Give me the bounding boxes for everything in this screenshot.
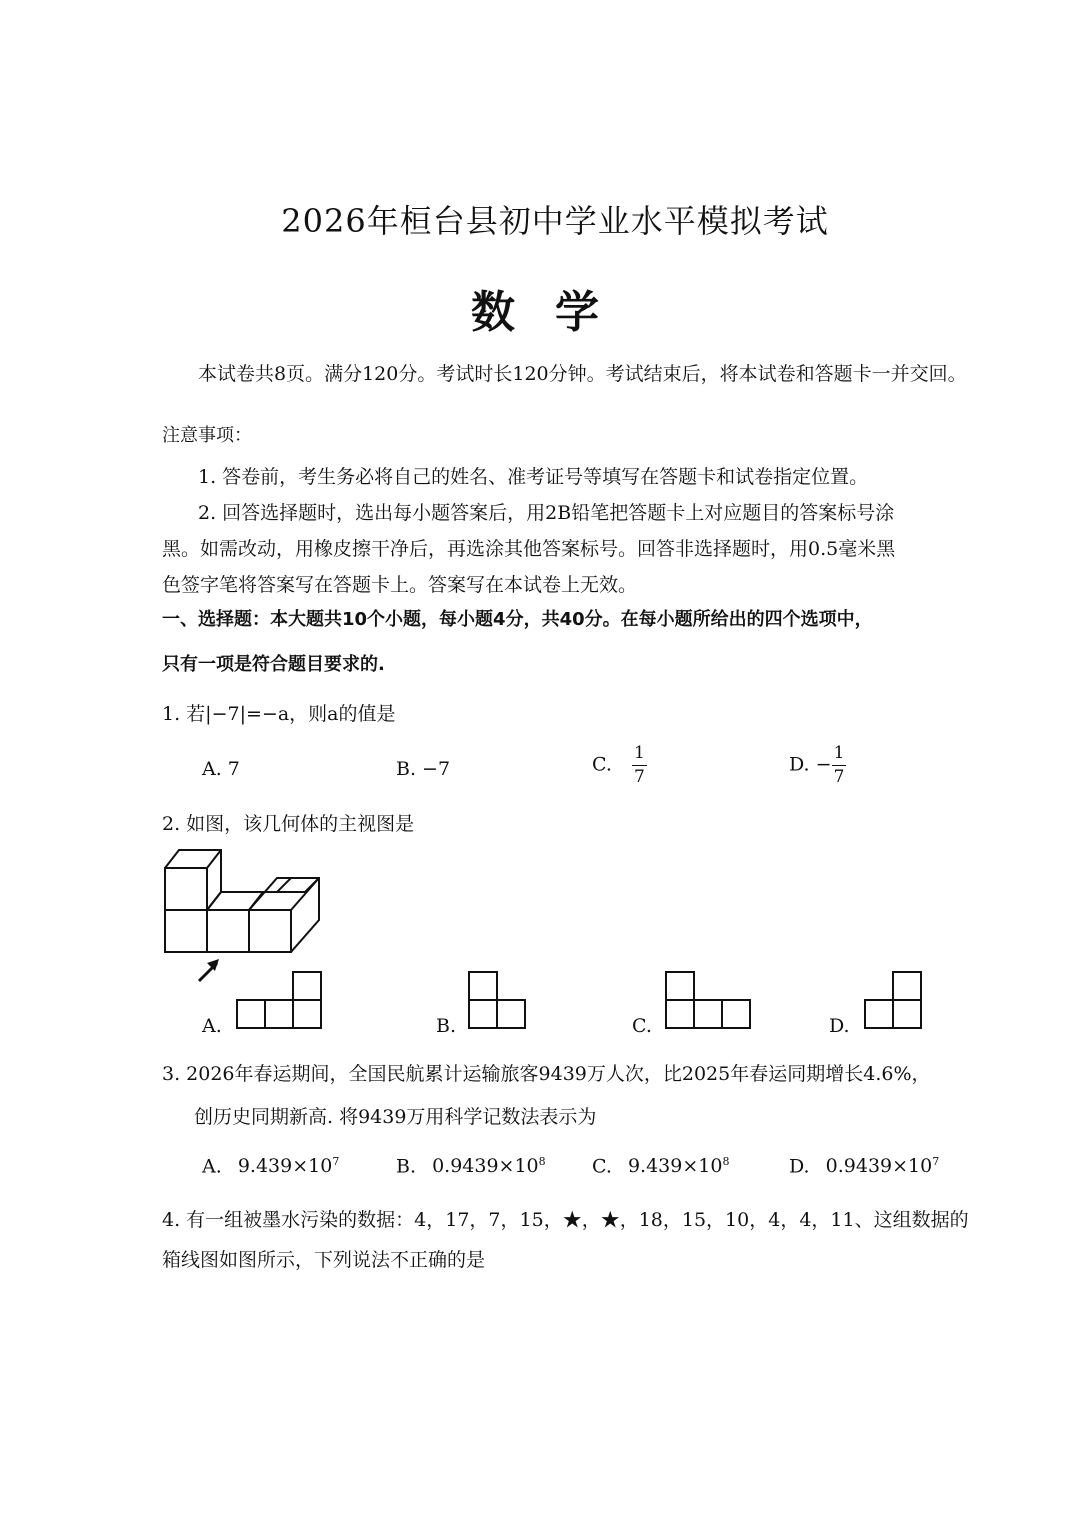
- question-1-stem: 1. 若|−7|=−a，则a的值是: [162, 703, 396, 725]
- question-2-stem: 2. 如图，该几何体的主视图是: [162, 813, 415, 835]
- option-c-label: C.: [592, 753, 612, 776]
- front-face-3: [249, 910, 291, 952]
- fraction-neg-one-seventh: [832, 745, 847, 786]
- front-face-1: [165, 910, 207, 952]
- front-face-2: [207, 910, 249, 952]
- fraction-one-seventh: [632, 745, 647, 786]
- option-d-exponent: 7: [932, 1155, 940, 1168]
- question-1-option-c: [592, 745, 647, 786]
- notice-item-2-line-1: 2. 回答选择题时，选出每小题答案后，用2B铅笔把答题卡上对应题目的答案标号涂: [198, 502, 895, 524]
- solid-figure: [160, 845, 325, 960]
- option-a-exponent: 7: [332, 1155, 340, 1168]
- fraction-denominator: 7: [633, 767, 645, 787]
- exam-intro: 本试卷共8页。满分120分。考试时长120分钟。考试结束后，将本试卷和答题卡一并交回。: [198, 363, 967, 385]
- option-d-label: D. −: [789, 753, 832, 776]
- question-3-option-a: [202, 1155, 339, 1177]
- subject-title: 数学: [471, 287, 639, 338]
- question-4-line-1: 4. 有一组被墨水污染的数据：4，17，7，15，★，★，18，15，10，4，4，11、这组数据的: [162, 1209, 969, 1231]
- option-c-exponent: 8: [722, 1155, 730, 1168]
- view-arrow-icon: [195, 955, 225, 985]
- option-b-figure: [468, 970, 528, 1030]
- option-a-value: 9.439×10: [237, 1155, 333, 1178]
- notice-item-1: 1. 答卷前，考生务必将自己的姓名、准考证号等填写在答题卡和试卷指定位置。: [198, 466, 869, 488]
- notice-heading: 注意事项：: [162, 425, 252, 446]
- top-block-depth: [165, 850, 221, 910]
- option-b-exponent: 8: [538, 1155, 546, 1168]
- section-heading-line-1: 一、选择题：本大题共10个小题，每小题4分，共40分。在每小题所给出的四个选项中，: [162, 609, 873, 630]
- question-1-option-b: B. −7: [396, 758, 451, 780]
- option-b-label: B.: [396, 1155, 417, 1178]
- fraction-denominator: 7: [833, 767, 845, 787]
- option-d-label: D.: [789, 1155, 810, 1178]
- option-d-value: 0.9439×10: [825, 1155, 933, 1178]
- fraction-numerator: 1: [632, 745, 647, 766]
- raised-block-edge: [305, 878, 319, 892]
- exam-title: 2026年桓台县初中学业水平模拟考试: [281, 202, 829, 240]
- section-heading-line-2: 只有一项是符合题目要求的.: [162, 654, 385, 675]
- option-b-value: 0.9439×10: [432, 1155, 539, 1178]
- lower-row-depth: [207, 878, 319, 952]
- question-3-option-b: [396, 1155, 546, 1177]
- question-2-option-a: A.: [202, 1015, 222, 1037]
- top-block-edge: [207, 850, 221, 868]
- option-c-label: C.: [592, 1155, 612, 1178]
- question-3-line-2: 创历史同期新高. 将9439万用科学记数法表示为: [194, 1106, 597, 1128]
- notice-item-2-line-2: 黑。如需改动，用橡皮擦干净后，再选涂其他答案标号。回答非选择题时，用0.5毫米黑: [162, 538, 896, 560]
- question-4-line-2: 箱线图如图所示，下列说法不正确的是: [162, 1249, 486, 1271]
- question-2-option-c: C.: [632, 1015, 652, 1037]
- question-3-option-c: [592, 1155, 729, 1177]
- question-2-option-d: D.: [829, 1015, 850, 1037]
- option-d-figure: [864, 970, 924, 1030]
- fraction-numerator: 1: [832, 745, 847, 766]
- option-a-label: A.: [202, 1155, 222, 1178]
- question-3-option-d: [789, 1155, 939, 1177]
- raised-block-top: [249, 878, 291, 910]
- option-c-value: 9.439×10: [627, 1155, 723, 1178]
- question-1-option-d: [789, 745, 846, 786]
- question-1-option-a: A. 7: [202, 758, 240, 780]
- option-a-figure: [236, 970, 324, 1030]
- notice-item-2-line-3: 色签字笔将答案写在答题卡上。答案写在本试卷上无效。: [162, 574, 638, 596]
- front-face-top: [165, 868, 207, 910]
- option-c-figure: [665, 970, 753, 1030]
- question-2-option-b: B.: [436, 1015, 457, 1037]
- question-3-line-1: 3. 2026年春运期间，全国民航累计运输旅客9439万人次，比2025年春运同期增长4.6%，: [162, 1063, 931, 1085]
